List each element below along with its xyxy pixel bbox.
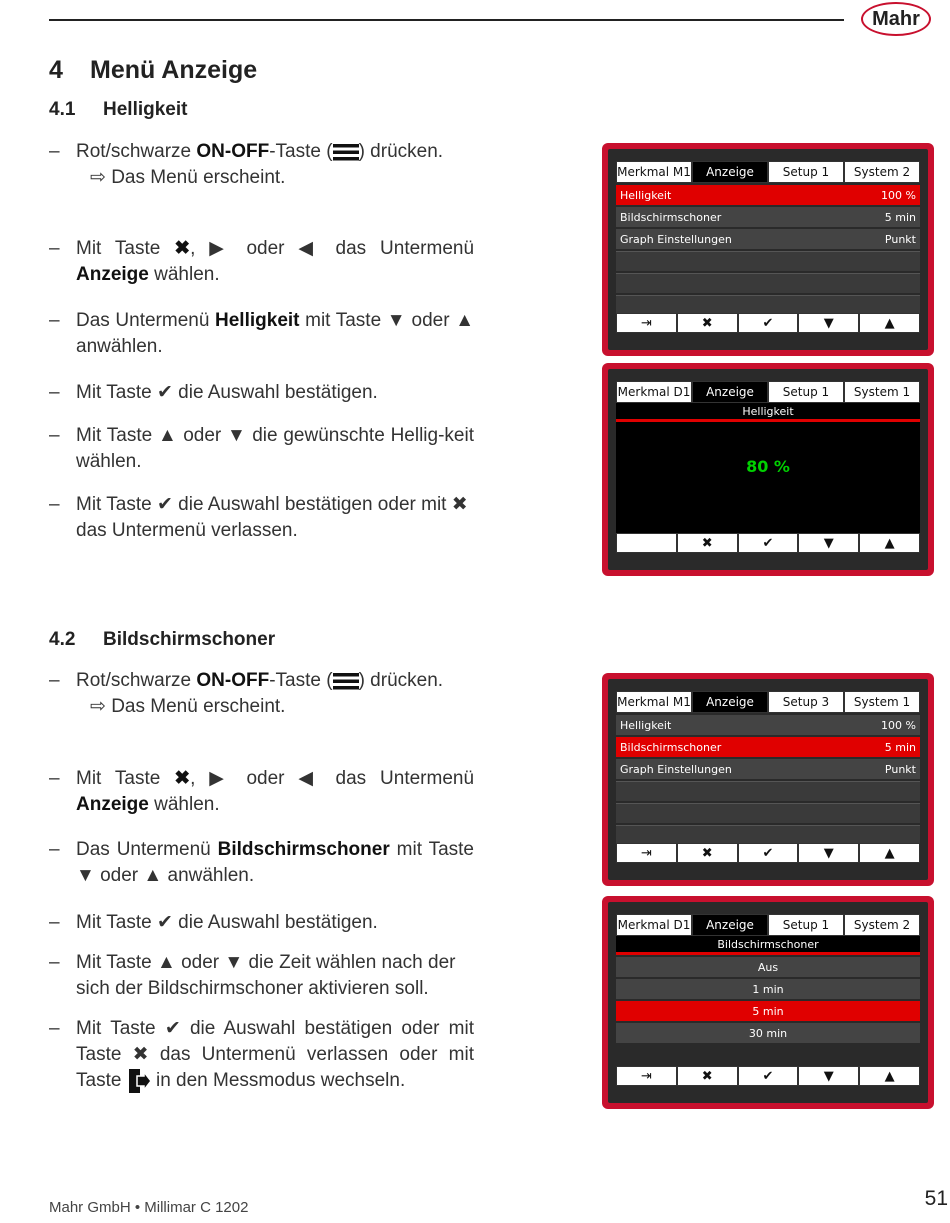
up-key-icon[interactable]: ▲ <box>859 533 920 553</box>
step-4: – Mit Taste ✔ die Auswahl bestätigen. <box>49 382 378 403</box>
display-screen-menu-bildschirmschoner <box>602 673 934 886</box>
tab-bar <box>616 691 920 713</box>
triangle-right-icon: ▶ <box>209 768 233 789</box>
triangle-left-icon: ◀ <box>298 768 322 789</box>
tab-system[interactable]: System 2 <box>844 914 920 936</box>
menu-icon <box>333 671 359 691</box>
cross-key-icon[interactable]: ✖ <box>677 313 738 333</box>
cross-key-icon[interactable]: ✖ <box>677 1066 738 1086</box>
check-key-icon[interactable]: ✔ <box>738 533 799 553</box>
display-screen-helligkeit-value <box>602 363 934 576</box>
result-arrow-icon: ⇨ <box>90 696 106 717</box>
menu-item-empty <box>616 273 920 293</box>
empty-key[interactable] <box>616 533 677 553</box>
tab-setup[interactable]: Setup 1 <box>768 161 844 183</box>
step-5: – Mit Taste ▲ oder ▼ die Zeit wählen nach der sich der Bildschirmschoner aktivieren soll. <box>49 952 456 999</box>
menu-item-graph-einstellungen[interactable]: Graph Einstellungen Punkt <box>616 759 920 779</box>
triangle-right-icon: ▶ <box>209 238 233 259</box>
page-number: 51 <box>924 1187 948 1210</box>
check-key-icon[interactable]: ✔ <box>738 313 799 333</box>
triangle-left-icon: ◀ <box>298 238 322 259</box>
tab-anzeige[interactable]: Anzeige <box>692 914 768 936</box>
option-30-min[interactable]: 30 min <box>616 1023 920 1043</box>
option-5-min[interactable]: 5 min <box>616 1001 920 1021</box>
check-icon: ✔ <box>156 494 173 515</box>
triangle-up-icon: ▲ <box>455 310 475 331</box>
tab-bar <box>616 161 920 183</box>
up-key-icon[interactable]: ▲ <box>859 1066 920 1086</box>
down-key-icon[interactable]: ▼ <box>798 533 859 553</box>
cross-icon: ✖ <box>451 494 468 515</box>
check-icon: ✔ <box>164 1018 181 1039</box>
brightness-value: 80 % <box>746 457 790 476</box>
cross-key-icon[interactable]: ✖ <box>677 843 738 863</box>
tab-setup[interactable]: Setup 1 <box>768 381 844 403</box>
tab-system[interactable]: System 1 <box>844 691 920 713</box>
display-screen-bildschirmschoner-options <box>602 896 934 1109</box>
section-heading-4-1 <box>49 99 187 121</box>
menu-icon <box>333 142 359 162</box>
value-area <box>616 422 920 536</box>
step-2: – Mit Taste ✖, ▶ oder ◀ das Untermenü Anzeige wählen. <box>49 768 475 815</box>
step-2: – Mit Taste ✖, ▶ oder ◀ das Untermenü Anzeige wählen. <box>49 238 475 285</box>
tab-bar <box>616 381 920 403</box>
option-1-min[interactable]: 1 min <box>616 979 920 999</box>
triangle-down-icon: ▼ <box>76 865 95 886</box>
tab-setup[interactable]: Setup 1 <box>768 914 844 936</box>
down-key-icon[interactable]: ▼ <box>798 1066 859 1086</box>
tab-merkmal[interactable]: Merkmal M1 <box>616 691 692 713</box>
tab-system[interactable]: System 2 <box>844 161 920 183</box>
down-key-icon[interactable]: ▼ <box>798 313 859 333</box>
menu-item-empty <box>616 825 920 845</box>
screen-subtitle: Bildschirmschoner <box>616 936 920 955</box>
tab-system[interactable]: System 1 <box>844 381 920 403</box>
triangle-up-icon: ▲ <box>156 952 176 973</box>
exit-key-icon[interactable]: ⇥ <box>616 313 677 333</box>
exit-key-icon[interactable]: ⇥ <box>616 843 677 863</box>
mahr-logo: Mahr <box>861 2 931 36</box>
cross-icon: ✖ <box>174 238 191 259</box>
softkey-bar <box>616 1066 920 1086</box>
section-number: 4.2 <box>49 629 76 650</box>
tab-anzeige[interactable]: Anzeige <box>692 381 768 403</box>
display-screen-menu-helligkeit <box>602 143 934 356</box>
section-title: Bildschirmschoner <box>103 629 276 650</box>
down-key-icon[interactable]: ▼ <box>798 843 859 863</box>
step-5: – Mit Taste ▲ oder ▼ die gewünschte Hellig-keit wählen. <box>49 425 474 472</box>
exit-icon <box>127 1068 151 1094</box>
section-heading-4-2 <box>49 629 275 651</box>
step-3: – Das Untermenü Helligkeit mit Taste ▼ oder ▲ anwählen. <box>49 310 475 357</box>
triangle-down-icon: ▼ <box>227 425 247 446</box>
step-3: – Das Untermenü Bildschirmschoner mit Taste ▼ oder ▲ anwählen. <box>49 839 474 886</box>
exit-key-icon[interactable]: ⇥ <box>616 1066 677 1086</box>
softkey-bar <box>616 533 920 553</box>
step-6: – Mit Taste ✔ die Auswahl bestätigen oder mit Taste ✖ das Untermenü verlassen oder mit Taste in den Messmodus wechseln. <box>49 1016 474 1094</box>
triangle-up-icon: ▲ <box>143 865 163 886</box>
tab-merkmal[interactable]: Merkmal M1 <box>616 161 692 183</box>
step-6: – Mit Taste ✔ die Auswahl bestätigen oder mit ✖ das Untermenü verlassen. <box>49 494 468 541</box>
tab-anzeige[interactable]: Anzeige <box>692 691 768 713</box>
check-icon: ✔ <box>156 912 173 933</box>
check-key-icon[interactable]: ✔ <box>738 843 799 863</box>
chapter-title: Menü Anzeige <box>90 56 258 84</box>
cross-icon: ✖ <box>174 768 191 789</box>
header-rule <box>49 19 844 21</box>
tab-merkmal[interactable]: Merkmal D1 <box>616 381 692 403</box>
tab-anzeige[interactable]: Anzeige <box>692 161 768 183</box>
menu-item-helligkeit[interactable]: Helligkeit 100 % <box>616 185 920 205</box>
menu-item-helligkeit[interactable]: Helligkeit 100 % <box>616 715 920 735</box>
menu-item-graph-einstellungen[interactable]: Graph Einstellungen Punkt <box>616 229 920 249</box>
chapter-heading <box>49 56 257 85</box>
menu-item-empty <box>616 781 920 801</box>
cross-key-icon[interactable]: ✖ <box>677 533 738 553</box>
step-1: – Rot/schwarze ON-OFF-Taste ( ) drücken. ⇨ Das Menü erscheint. <box>49 141 444 188</box>
softkey-bar <box>616 313 920 333</box>
triangle-up-icon: ▲ <box>158 425 178 446</box>
section-number: 4.1 <box>49 99 76 120</box>
step-4: – Mit Taste ✔ die Auswahl bestätigen. <box>49 912 378 933</box>
triangle-down-icon: ▼ <box>224 952 244 973</box>
cross-icon: ✖ <box>132 1044 149 1065</box>
menu-item-bildschirmschoner[interactable]: Bildschirmschoner 5 min <box>616 737 920 757</box>
menu-item-bildschirmschoner[interactable]: Bildschirmschoner 5 min <box>616 207 920 227</box>
softkey-bar <box>616 843 920 863</box>
chapter-number: 4 <box>49 56 63 84</box>
section-title: Helligkeit <box>103 99 188 120</box>
menu-item-empty <box>616 295 920 315</box>
menu-item-empty <box>616 251 920 271</box>
check-key-icon[interactable]: ✔ <box>738 1066 799 1086</box>
menu-item-empty <box>616 803 920 823</box>
result-arrow-icon: ⇨ <box>90 167 106 188</box>
up-key-icon[interactable]: ▲ <box>859 843 920 863</box>
up-key-icon[interactable]: ▲ <box>859 313 920 333</box>
footer-text: Mahr GmbH • Millimar C 1202 <box>49 1199 249 1216</box>
tab-merkmal[interactable]: Merkmal D1 <box>616 914 692 936</box>
step-1: – Rot/schwarze ON-OFF-Taste ( ) drücken. ⇨ Das Menü erscheint. <box>49 670 444 717</box>
screen-subtitle: Helligkeit <box>616 403 920 422</box>
triangle-down-icon: ▼ <box>386 310 406 331</box>
check-icon: ✔ <box>156 382 173 403</box>
option-aus[interactable]: Aus <box>616 957 920 977</box>
tab-setup[interactable]: Setup 3 <box>768 691 844 713</box>
tab-bar <box>616 914 920 936</box>
